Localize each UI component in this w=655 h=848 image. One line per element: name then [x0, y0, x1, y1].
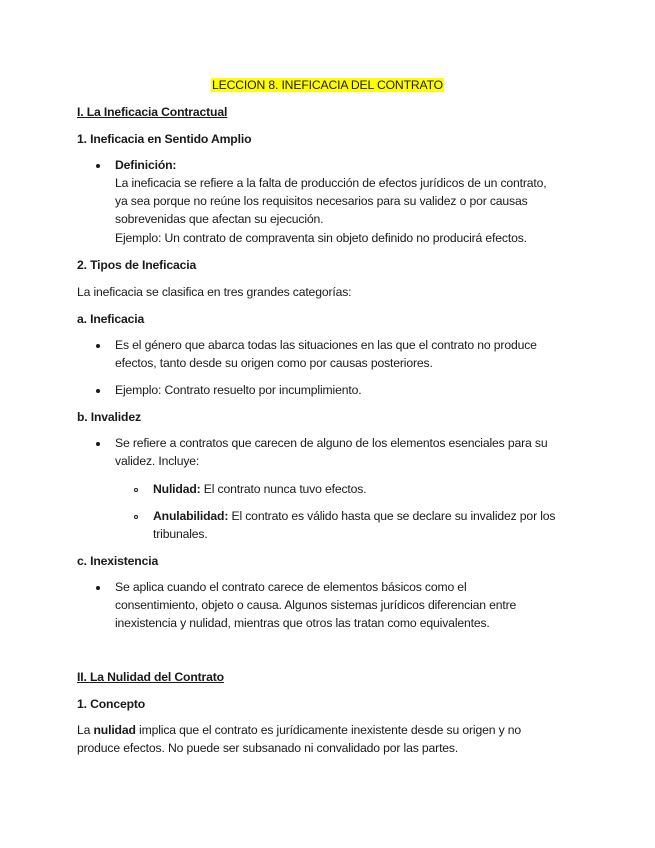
section2-heading: II. La Nulidad del Contrato [77, 670, 224, 684]
definition-line-1: La ineficacia se refiere a la falta de producción de efectos jurídicos de un contrato, [115, 176, 547, 190]
sub-bullet-icon [134, 515, 138, 519]
b-bullet1-line-2: validez. Incluye: [115, 454, 200, 468]
a-bullet2: Ejemplo: Contrato resuelto por incumplimiento. [115, 383, 362, 397]
concepto-line-2: produce efectos. No puede ser subsanado ni convalidado por las partes. [77, 741, 459, 755]
c-bullet1-line-3: inexistencia y nulidad, mientras que otros las tratan como equivalentes. [115, 616, 490, 630]
anulabilidad-item [153, 507, 555, 525]
bullet-icon [96, 586, 100, 590]
sub1-heading: 1. Ineficacia en Sentido Amplio [77, 132, 252, 146]
nulidad-item [153, 480, 366, 498]
a-bullet1-line-1: Es el género que abarca todas las situaciones en las que el contrato no produce [115, 338, 537, 352]
concepto-line-1 [77, 721, 521, 739]
c-bullet1-line-2: consentimiento, objeto o causa. Algunos sistemas jurídicos diferencian entre [115, 598, 517, 612]
section1-heading: I. La Ineficacia Contractual [77, 105, 228, 119]
bullet-icon [96, 442, 100, 446]
nulidad-text: El contrato nunca tuvo efectos. [200, 482, 367, 496]
sub2-heading: 2. Tipos de Ineficacia [77, 258, 197, 272]
anulabilidad-label: Anulabilidad: [153, 509, 229, 523]
definition-example: Ejemplo: Un contrato de compraventa sin objeto definido no producirá efectos. [115, 231, 527, 245]
bullet-icon [96, 344, 100, 348]
b-heading: b. Invalidez [77, 410, 141, 424]
nulidad-label: Nulidad: [153, 482, 201, 496]
concepto-bold: nulidad [93, 723, 136, 737]
document-title [0, 76, 655, 94]
definition-line-3: sobrevenidas que afectan su ejecución. [115, 212, 324, 226]
definition-label: Definición: [115, 158, 177, 172]
title-highlight: LECCION 8. INEFICACIA DEL CONTRATO [211, 78, 444, 92]
a-heading: a. Ineficacia [77, 312, 145, 326]
concepto-heading: 1. Concepto [77, 697, 146, 711]
a-bullet1-line-2: efectos, tanto desde su origen como por causas posteriores. [115, 356, 433, 370]
sub2-intro: La ineficacia se clasifica en tres grandes categorías: [77, 285, 352, 299]
bullet-icon [96, 164, 100, 168]
anulabilidad-cont: tribunales. [153, 527, 208, 541]
b-bullet1-line-1: Se refiere a contratos que carecen de alguno de los elementos esenciales para su [115, 436, 548, 450]
anulabilidad-text: El contrato es válido hasta que se declare su invalidez por los [228, 509, 556, 523]
concepto-prefix: La [77, 723, 94, 737]
concepto-rest: implica que el contrato es jurídicamente inexistente desde su origen y no [135, 723, 522, 737]
sub-bullet-icon [134, 488, 138, 492]
bullet-icon [96, 389, 100, 393]
definition-line-2: ya sea porque no reúne los requisitos necesarios para su validez o por causas [115, 194, 528, 208]
c-heading: c. Inexistencia [77, 554, 159, 568]
c-bullet1-line-1: Se aplica cuando el contrato carece de elementos básicos como el [115, 580, 467, 594]
